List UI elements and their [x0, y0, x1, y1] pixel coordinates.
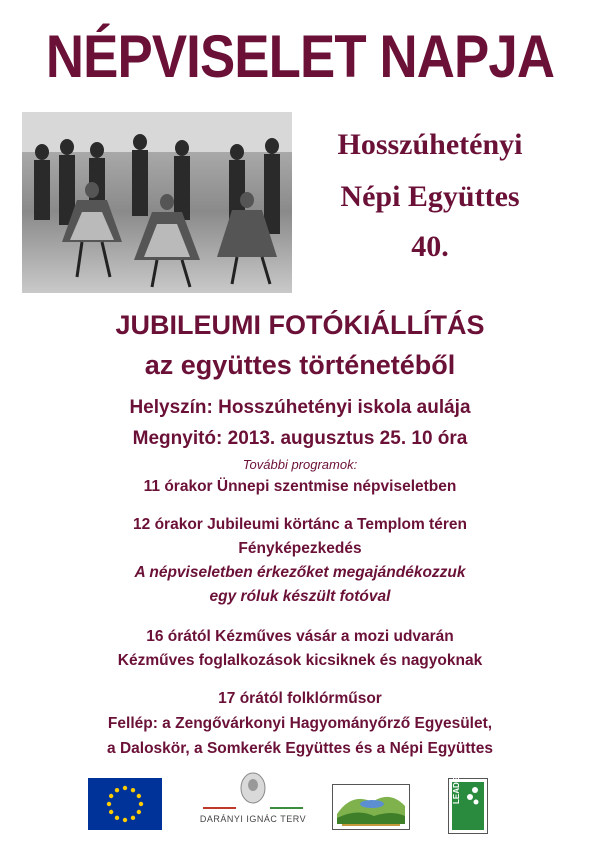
ensemble-name-line-2: Népi Együttes [340, 180, 520, 213]
eu-star [123, 786, 127, 790]
eu-flag-logo [88, 778, 162, 835]
program-line: Fellép: a Zengővárkonyi Hagyományőrző Egyesület, [107, 715, 493, 732]
ensemble-name-line-1: Hosszúhetényi [337, 128, 523, 161]
eu-star [137, 810, 141, 814]
more-programs-label: További programok: [242, 457, 358, 472]
program-line: Fényképezkedés [238, 540, 362, 557]
opening-line: Megnyitó: 2013. augusztus 25. 10 óra [132, 428, 468, 449]
eu-star [107, 802, 111, 806]
program-line: 12 órakor Jubileumi körtánc a Templom téren [133, 516, 467, 533]
program-line: Kézműves foglalkozások kicsiknek és nagyoknak [117, 652, 483, 669]
program-line: egy róluk készült fotóval [209, 588, 391, 605]
location-line: Helyszín: Hosszúhetényi iskola aulája [129, 397, 471, 418]
eu-star [131, 788, 135, 792]
daranyi-ignac-terv-logo [198, 772, 308, 835]
eu-star [137, 794, 141, 798]
eu-star [123, 818, 127, 822]
eu-star [131, 816, 135, 820]
program-line: 11 órakor Ünnepi szentmise népviseletben [143, 478, 457, 495]
program-line: a Daloskör, a Somkerék Együttes és a Népi Együttes [107, 740, 493, 757]
program-line: A népviseletben érkezőket megajándékozzuk [134, 564, 466, 581]
daranyi-logo-text: DARÁNYI IGNÁC TERV [199, 814, 307, 824]
anniversary-number: 40. [411, 230, 449, 263]
exhibition-title: JUBILEUMI FOTÓKIÁLLÍTÁS [115, 310, 485, 340]
eu-star [115, 788, 119, 792]
leader-logo-text: LEADER [452, 771, 461, 804]
eu-star [115, 816, 119, 820]
folk-dance-photo [22, 112, 292, 293]
eu-star [109, 794, 113, 798]
leader-logo [448, 771, 488, 839]
program-line: 16 órától Kézműves vásár a mozi udvarán [146, 628, 454, 645]
exhibition-subtitle: az együttes történetéből [144, 350, 456, 380]
program-line: 17 órától folklórműsor [218, 690, 382, 707]
eu-star [109, 810, 113, 814]
page-title: NÉPVISELET NAPJA [45, 23, 555, 90]
local-action-group-logo [332, 784, 410, 835]
eu-star [139, 802, 143, 806]
